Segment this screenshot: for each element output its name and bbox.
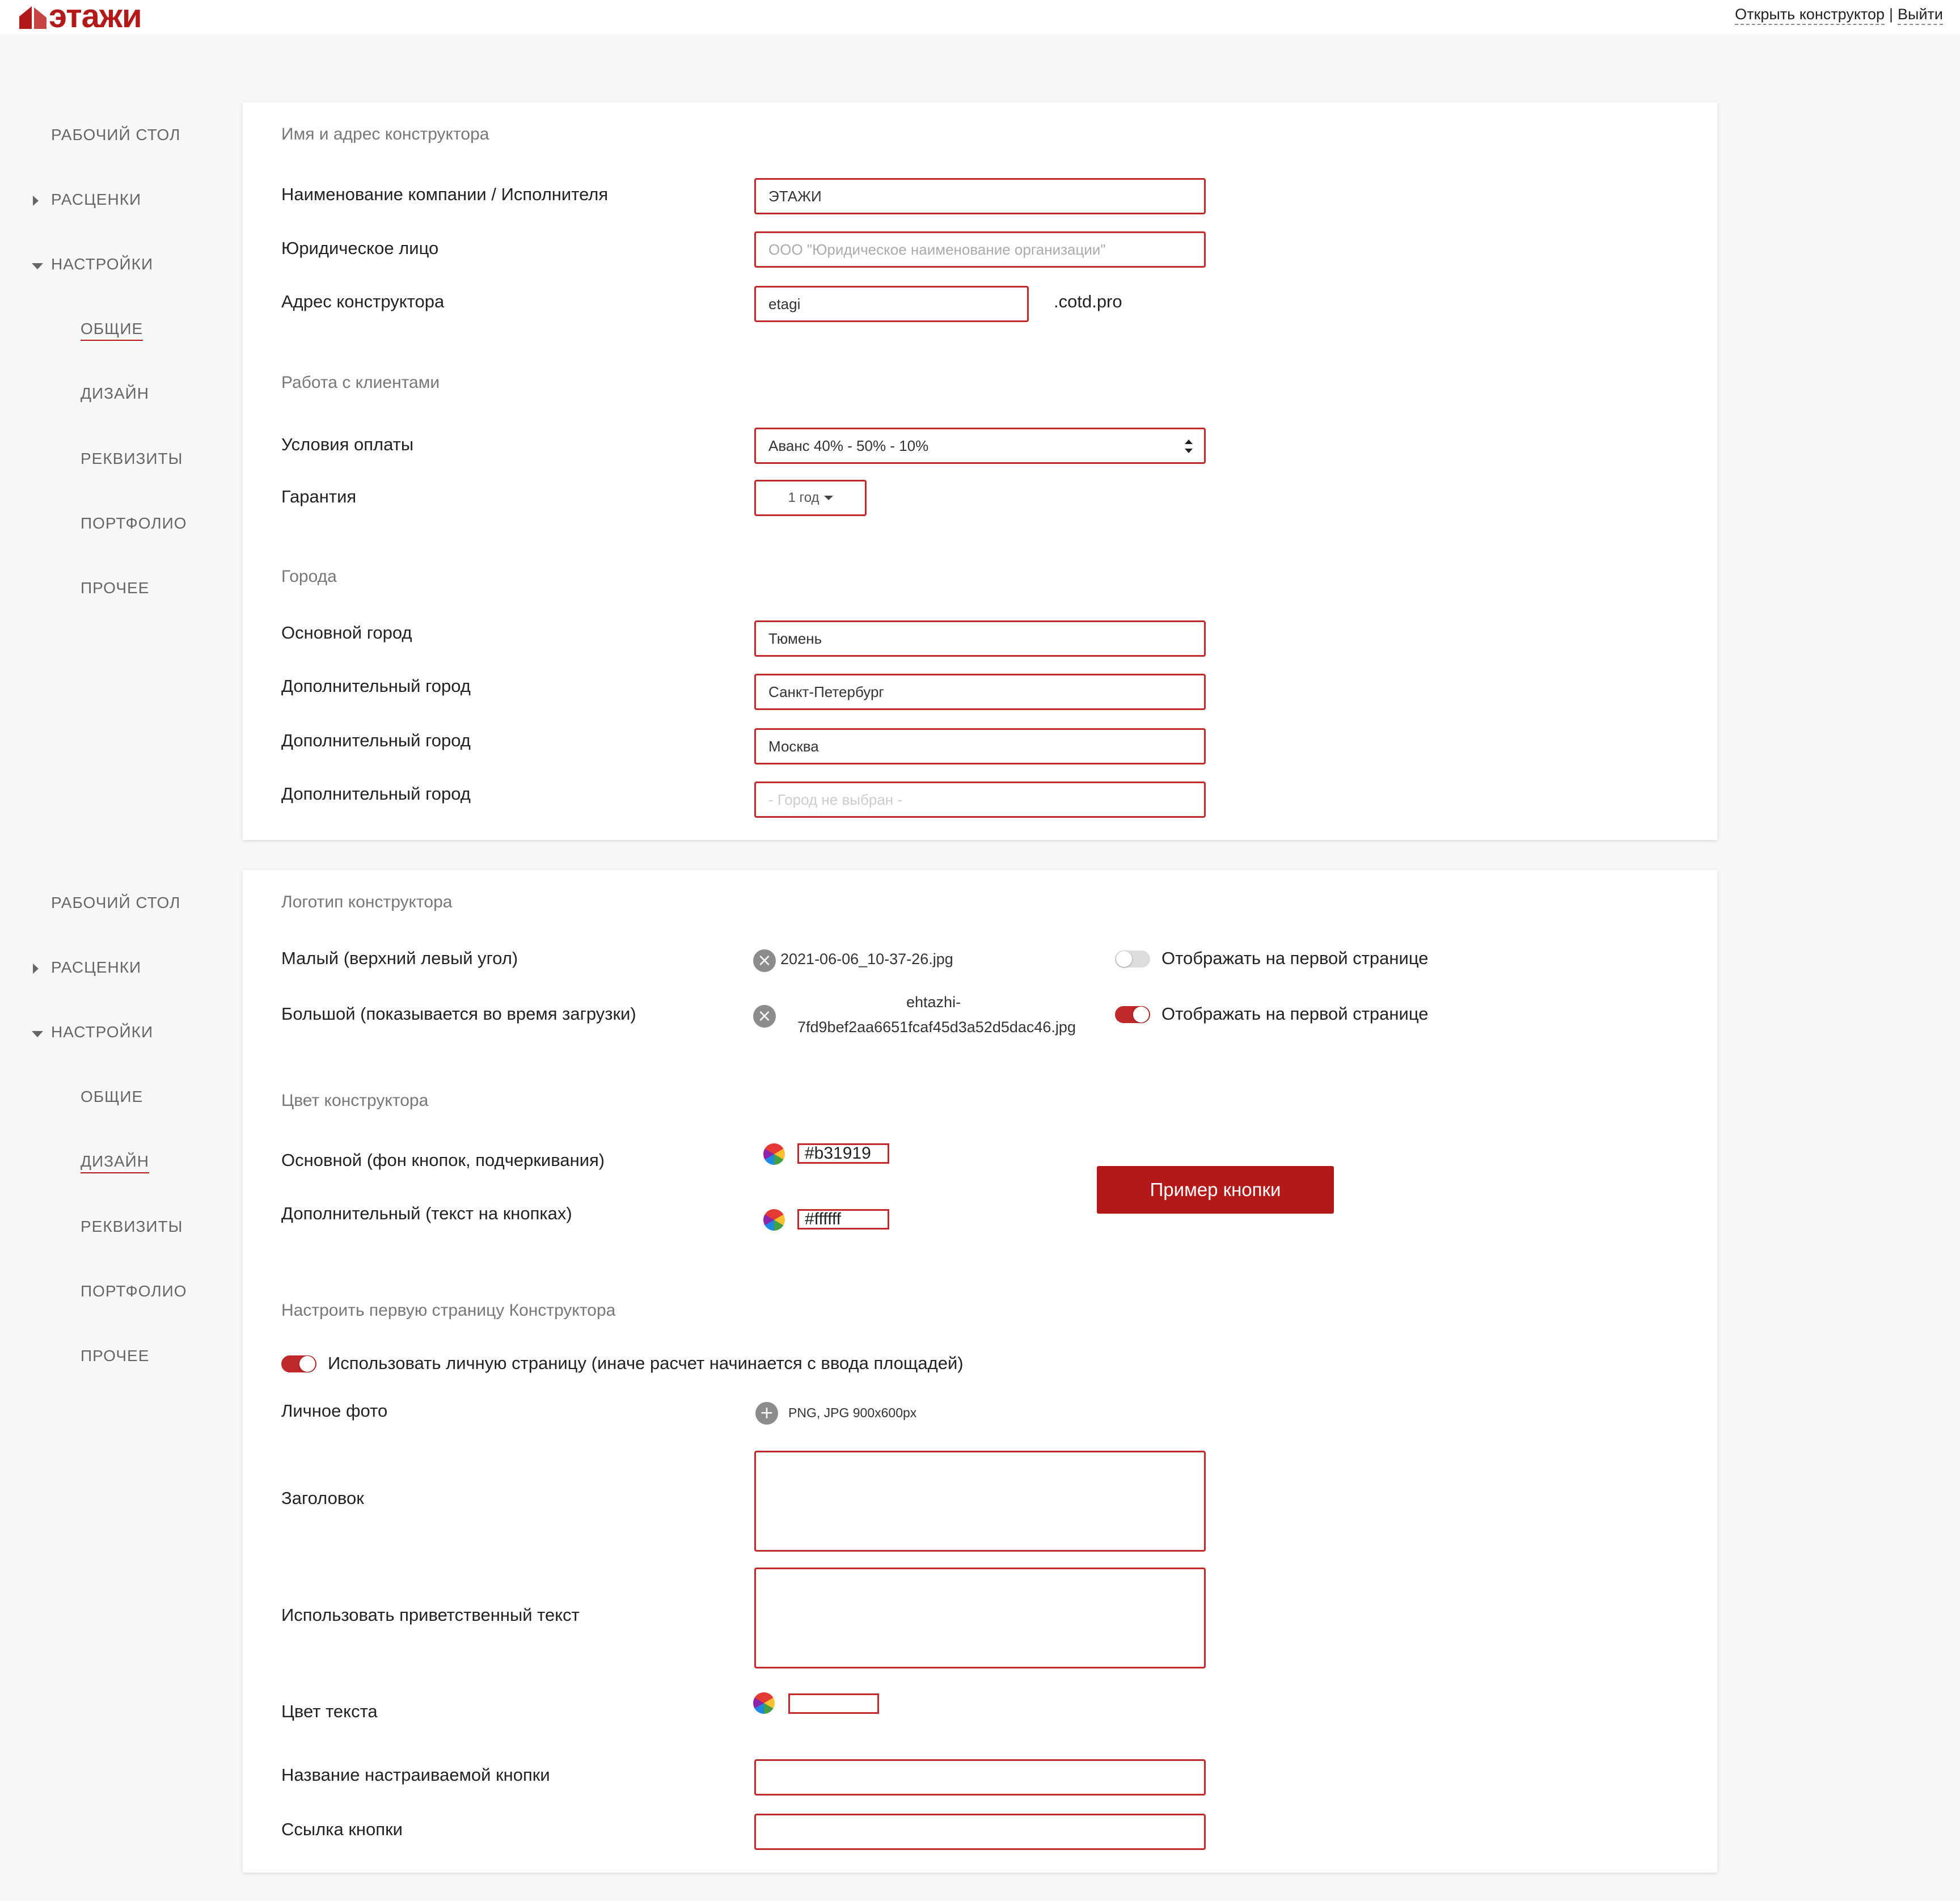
extra-city-input[interactable]: - Город не выбран - <box>754 781 1206 818</box>
large-logo-show-toggle[interactable] <box>1115 1006 1150 1023</box>
brand-name: этажи <box>49 0 142 35</box>
remove-file-icon[interactable]: × <box>753 949 776 972</box>
show-on-first-label: Отображать на первой странице <box>1161 948 1429 968</box>
photo-format-hint: PNG, JPG 900x600px <box>788 1405 917 1420</box>
sample-button[interactable]: Пример кнопки <box>1097 1166 1334 1214</box>
address-suffix: .cotd.pro <box>1054 292 1122 311</box>
sidebar-item-portfolio[interactable]: ПОРТФОЛИО <box>81 1282 187 1300</box>
warranty-label: Гарантия <box>281 487 357 506</box>
extra-city-label: Дополнительный город <box>281 730 471 750</box>
general-settings-card <box>243 102 1717 840</box>
sidebar-item-prices[interactable]: РАСЦЕНКИ <box>51 191 142 208</box>
remove-file-icon[interactable]: × <box>753 1005 776 1028</box>
sidebar-item-dashboard[interactable]: РАБОЧИЙ СТОЛ <box>51 894 181 911</box>
sidebar-item-general[interactable]: ОБЩИЕ <box>81 1088 143 1105</box>
primary-color-input[interactable]: #b31919 <box>797 1143 889 1164</box>
design-settings-card <box>243 870 1717 1873</box>
chevron-right-icon[interactable] <box>33 196 39 206</box>
greeting-text-label: Использовать приветственный текст <box>281 1605 580 1625</box>
text-color-label: Цвет текста <box>281 1701 378 1721</box>
sidebar-item-general[interactable]: ОБЩИЕ <box>81 320 143 338</box>
secondary-color-input[interactable]: #ffffff <box>797 1209 889 1230</box>
large-logo-filename-2: 7fd9bef2aa6651fcaf45d3a52d5dac46.jpg <box>797 1019 1076 1036</box>
secondary-color-label: Дополнительный (текст на кнопках) <box>281 1203 572 1223</box>
section-title-cities: Города <box>281 567 337 586</box>
top-bar <box>0 0 1960 34</box>
payment-terms-select[interactable] <box>754 428 1206 464</box>
custom-button-name-input[interactable] <box>754 1759 1206 1796</box>
primary-color-label: Основной (фон кнопок, подчеркивания) <box>281 1150 605 1170</box>
address-input[interactable]: etagi <box>754 286 1029 322</box>
heading-textarea[interactable] <box>754 1451 1206 1552</box>
extra-city-input[interactable]: Москва <box>754 728 1206 764</box>
toggle-knob <box>1133 1007 1149 1023</box>
sidebar-item-settings[interactable]: НАСТРОЙКИ <box>51 1023 154 1041</box>
sidebar-item-requisites[interactable]: РЕКВИЗИТЫ <box>81 450 183 467</box>
company-name-input[interactable]: ЭТАЖИ <box>754 178 1206 214</box>
sidebar-item-portfolio[interactable]: ПОРТФОЛИО <box>81 514 187 532</box>
sidebar-item-other[interactable]: ПРОЧЕЕ <box>81 1347 150 1365</box>
sidebar-item-prices[interactable]: РАСЦЕНКИ <box>51 958 142 976</box>
small-logo-filename: 2021-06-06_10-37-26.jpg <box>780 951 953 968</box>
large-logo-label: Большой (показывается во время загрузки) <box>281 1004 636 1024</box>
extra-city-label: Дополнительный город <box>281 676 471 696</box>
open-constructor-link[interactable]: Открыть конструктор <box>1735 6 1885 25</box>
warranty-dropdown[interactable] <box>754 480 867 516</box>
chevron-down-icon[interactable] <box>32 1031 43 1037</box>
custom-button-name-label: Название настраиваемой кнопки <box>281 1765 550 1785</box>
legal-entity-input[interactable]: ООО "Юридическое наименование организации" <box>754 231 1206 268</box>
company-name-label: Наименование компании / Исполнителя <box>281 184 609 204</box>
section-title-clients: Работа с клиентами <box>281 373 440 392</box>
heading-label: Заголовок <box>281 1488 364 1508</box>
chevron-down-icon[interactable] <box>32 263 43 269</box>
button-link-input[interactable] <box>754 1814 1206 1850</box>
sidebar-item-requisites[interactable]: РЕКВИЗИТЫ <box>81 1218 183 1235</box>
section-title-color: Цвет конструктора <box>281 1091 429 1110</box>
color-wheel-icon[interactable] <box>763 1209 785 1231</box>
text-color-input[interactable] <box>788 1693 879 1714</box>
use-personal-page-label: Использовать личную страницу (иначе расчет начинается с ввода площадей) <box>328 1353 964 1373</box>
button-link-label: Ссылка кнопки <box>281 1819 403 1839</box>
sidebar-item-dashboard[interactable]: РАБОЧИЙ СТОЛ <box>51 126 181 143</box>
section-title-name-address: Имя и адрес конструктора <box>281 125 489 143</box>
extra-city-label: Дополнительный город <box>281 784 471 804</box>
small-logo-show-toggle[interactable] <box>1115 951 1150 968</box>
building-logo-icon <box>19 4 47 29</box>
extra-city-input[interactable]: Санкт-Петербург <box>754 674 1206 710</box>
section-title-logo: Логотип конструктора <box>281 893 453 911</box>
sidebar-item-design[interactable]: ДИЗАЙН <box>81 1152 149 1171</box>
small-logo-label: Малый (верхний левый угол) <box>281 948 518 968</box>
payment-terms-label: Условия оплаты <box>281 434 414 454</box>
show-on-first-label: Отображать на первой странице <box>1161 1004 1429 1024</box>
main-city-input[interactable]: Тюмень <box>754 620 1206 657</box>
section-title-first-page: Настроить первую страницу Конструктора <box>281 1301 616 1320</box>
main-city-label: Основной город <box>281 623 412 643</box>
caret-down-icon <box>824 496 833 500</box>
toggle-knob <box>299 1356 315 1372</box>
chevron-right-icon[interactable] <box>33 964 39 974</box>
add-photo-icon[interactable]: + <box>755 1402 778 1425</box>
address-label: Адрес конструктора <box>281 292 445 311</box>
sidebar-item-settings[interactable]: НАСТРОЙКИ <box>51 255 154 273</box>
toggle-knob <box>1116 951 1132 967</box>
warranty-value: 1 год <box>788 490 820 505</box>
sidebar-item-design[interactable]: ДИЗАЙН <box>81 385 150 402</box>
header-links <box>1735 6 1943 23</box>
use-personal-page-toggle[interactable] <box>281 1355 316 1372</box>
personal-photo-label: Личное фото <box>281 1401 388 1421</box>
color-wheel-icon[interactable] <box>753 1692 775 1714</box>
sidebar-item-other[interactable]: ПРОЧЕЕ <box>81 579 150 597</box>
large-logo-filename-1: ehtazhi- <box>906 994 961 1011</box>
legal-entity-label: Юридическое лицо <box>281 238 439 258</box>
brand-logo[interactable] <box>19 0 142 35</box>
logout-link[interactable]: Выйти <box>1898 6 1943 25</box>
select-arrows-icon <box>1185 438 1193 454</box>
payment-terms-value: Аванс 40% - 50% - 10% <box>768 437 929 454</box>
header-separator: | <box>1889 6 1894 23</box>
greeting-textarea[interactable] <box>754 1568 1206 1668</box>
color-wheel-icon[interactable] <box>763 1143 785 1165</box>
